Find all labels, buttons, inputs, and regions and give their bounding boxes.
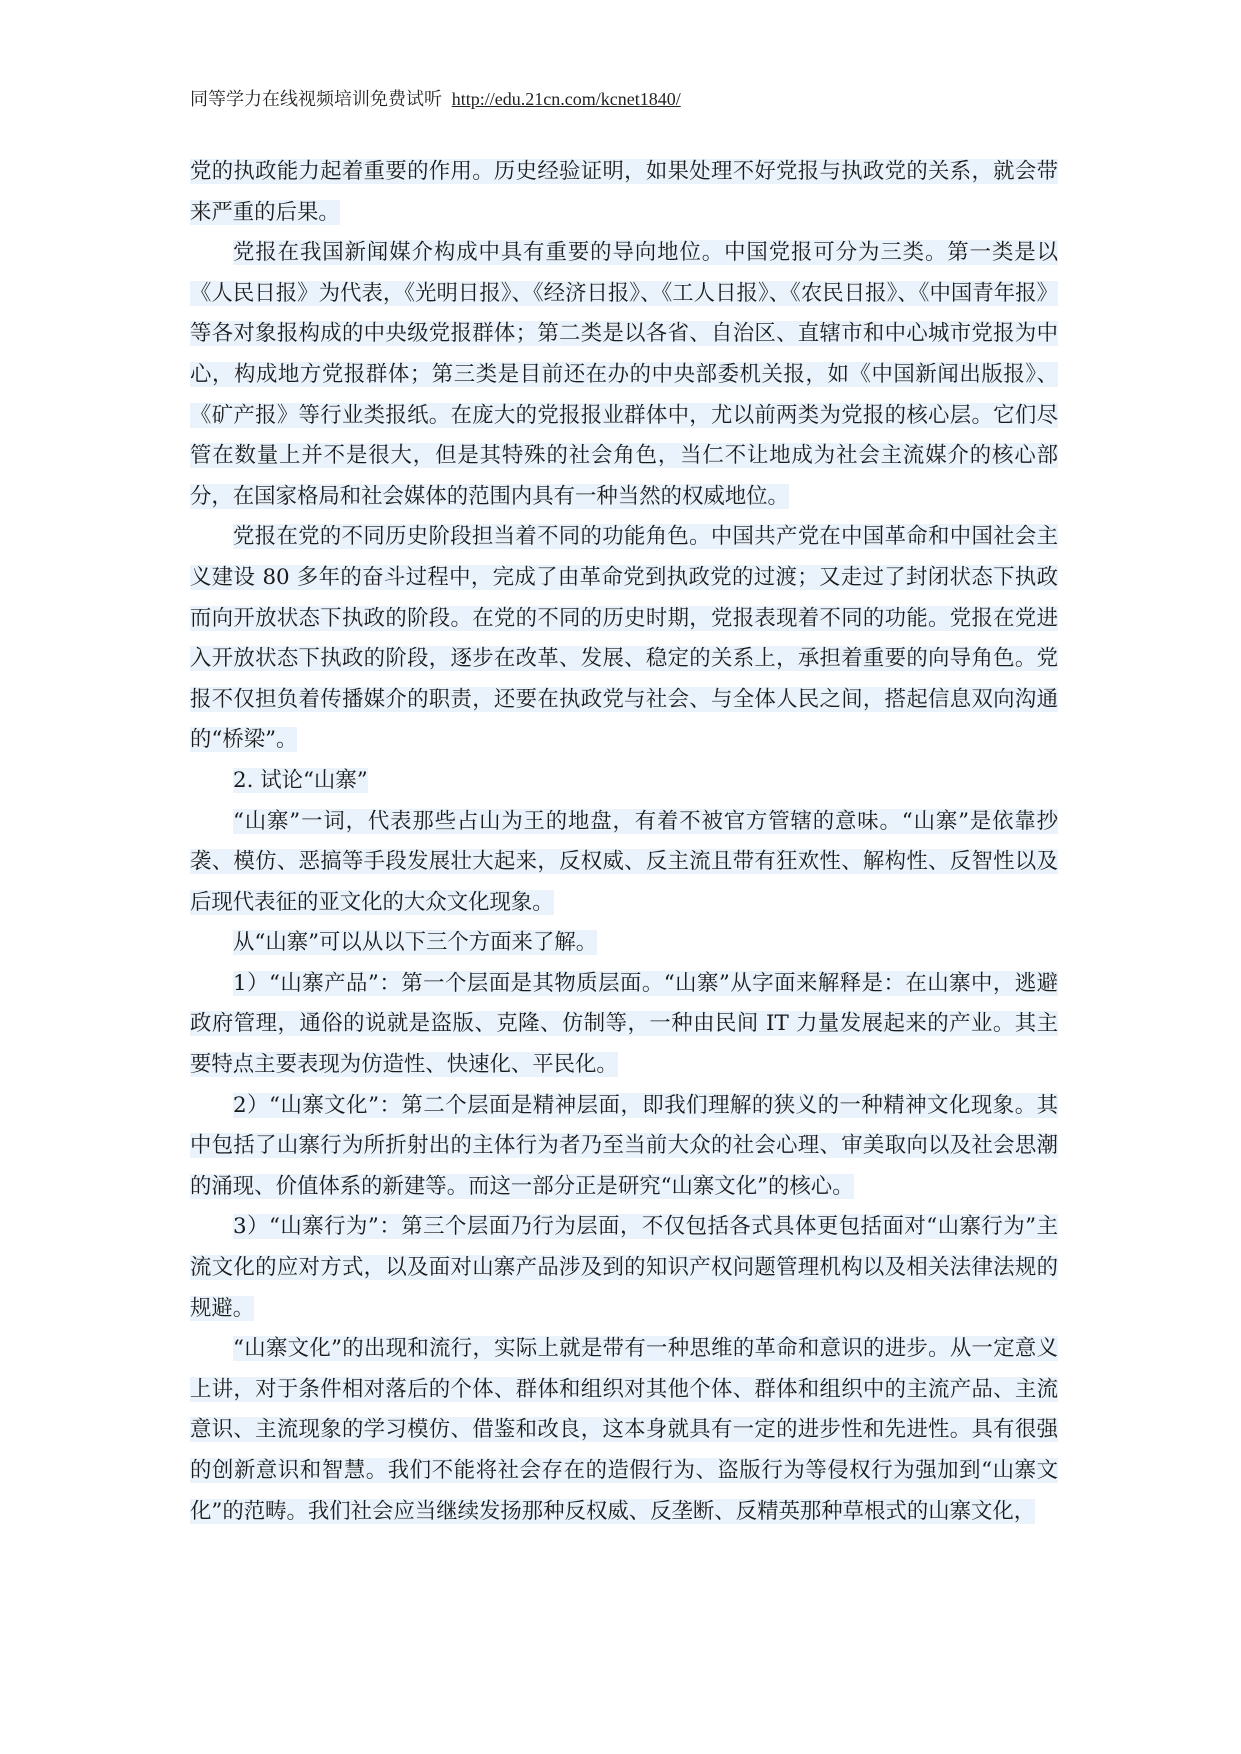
list-item: [190, 964, 1058, 1086]
section-heading: [190, 761, 1058, 802]
header-text: 同等学力在线视频培训免费试听: [190, 89, 442, 110]
paragraph-text: “山寨”一词，代表那些占山为王的地盘，有着不被官方管辖的意味。“山寨”是依靠抄袭、模仿、恶搞等手段发展壮大起来，反权威、反主流且带有狂欢性、解构性、反智性以及后现代表征的亚文化的大众文化现象。: [190, 808, 1058, 915]
paragraph: [190, 152, 1058, 233]
paragraph-text: “山寨文化”的出现和流行，实际上就是带有一种思维的革命和意识的进步。从一定意义上讲，对于条件相对落后的个体、群体和组织对其他个体、群体和组织中的主流产品、主流意识、主流现象的学习模仿、借鉴和改良，这本身就具有一定的进步性和先进性。具有很强的创新意识和智慧。我们不能将社会存在的造假行为、盗版行为等侵权行为强加到“山寨文化”的范畴。我们社会应当继续发扬那种反权威、反垄断、反精英那种草根式的山寨文化，: [190, 1336, 1058, 1524]
list-item-text: 3）“山寨行为”：第三个层面乃行为层面，不仅包括各式具体更包括面对“山寨行为”主流文化的应对方式，以及面对山寨产品涉及到的知识产权问题管理机构以及相关法律法规的规避。: [190, 1214, 1058, 1321]
section-heading-text: 2. 试论“山寨”: [233, 767, 368, 793]
list-item: [190, 1086, 1058, 1208]
page-header: [190, 86, 681, 113]
list-item-text: 2）“山寨文化”：第二个层面是精神层面，即我们理解的狭义的一种精神文化现象。其中包括了山寨行为所折射出的主体行为者乃至当前大众的社会心理、审美取向以及社会思潮的涌现、价值体系的新建等。而这一部分正是研究“山寨文化”的核心。: [190, 1092, 1058, 1199]
paragraph: [190, 923, 1058, 964]
document-body: [190, 152, 1058, 1532]
list-item: [190, 1207, 1058, 1329]
list-item-text: 1）“山寨产品”：第一个层面是其物质层面。“山寨”从字面来解释是：在山寨中，逃避政府管理，通俗的说就是盗版、克隆、仿制等，一种由民间 IT 力量发展起来的产业。其主要特点主要表现为仿造性、快速化、平民化。: [190, 970, 1058, 1078]
paragraph: [190, 802, 1058, 924]
paragraph: [190, 517, 1058, 761]
paragraph-text: 党报在我国新闻媒介构成中具有重要的导向地位。中国党报可分为三类。第一类是以《人民日报》为代表，《光明日报》、《经济日报》、《工人日报》、《农民日报》、《中国青年报》等各对象报构成的中央级党报群体；第二类是以各省、自治区、直辖市和中心城市党报为中心，构成地方党报群体；第三类是目前还在办的中央部委机关报，如《中国新闻出版报》、《矿产报》等行业类报纸。在庞大的党报报业群体中，尤以前两类为党报的核心层。它们尽管在数量上并不是很大，但是其特殊的社会角色，当仁不让地成为社会主流媒介的核心部分，在国家格局和社会媒体的范围内具有一种当然的权威地位。: [190, 240, 1058, 509]
paragraph-text: 从“山寨”可以从以下三个方面来了解。: [233, 930, 598, 956]
paragraph-text: 党的执政能力起着重要的作用。历史经验证明，如果处理不好党报与执政党的关系，就会带来严重的后果。: [190, 159, 1058, 225]
paragraph-text: 党报在党的不同历史阶段担当着不同的功能角色。中国共产党在中国革命和中国社会主义建设 80 多年的奋斗过程中，完成了由革命党到执政党的过渡；又走过了封闭状态下执政而向开放状态下执政的阶段。在党的不同的历史时期，党报表现着不同的功能。党报在党进入开放状态下执政的阶段，逐步在改革、发展、稳定的关系上，承担着重要的向导角色。党报不仅担负着传播媒介的职责，还要在执政党与社会、与全体人民之间，搭起信息双向沟通的“桥梁”。: [190, 524, 1058, 753]
paragraph: [190, 233, 1058, 517]
paragraph: [190, 1329, 1058, 1532]
header-link[interactable]: http://edu.21cn.com/kcnet1840/: [451, 89, 681, 109]
